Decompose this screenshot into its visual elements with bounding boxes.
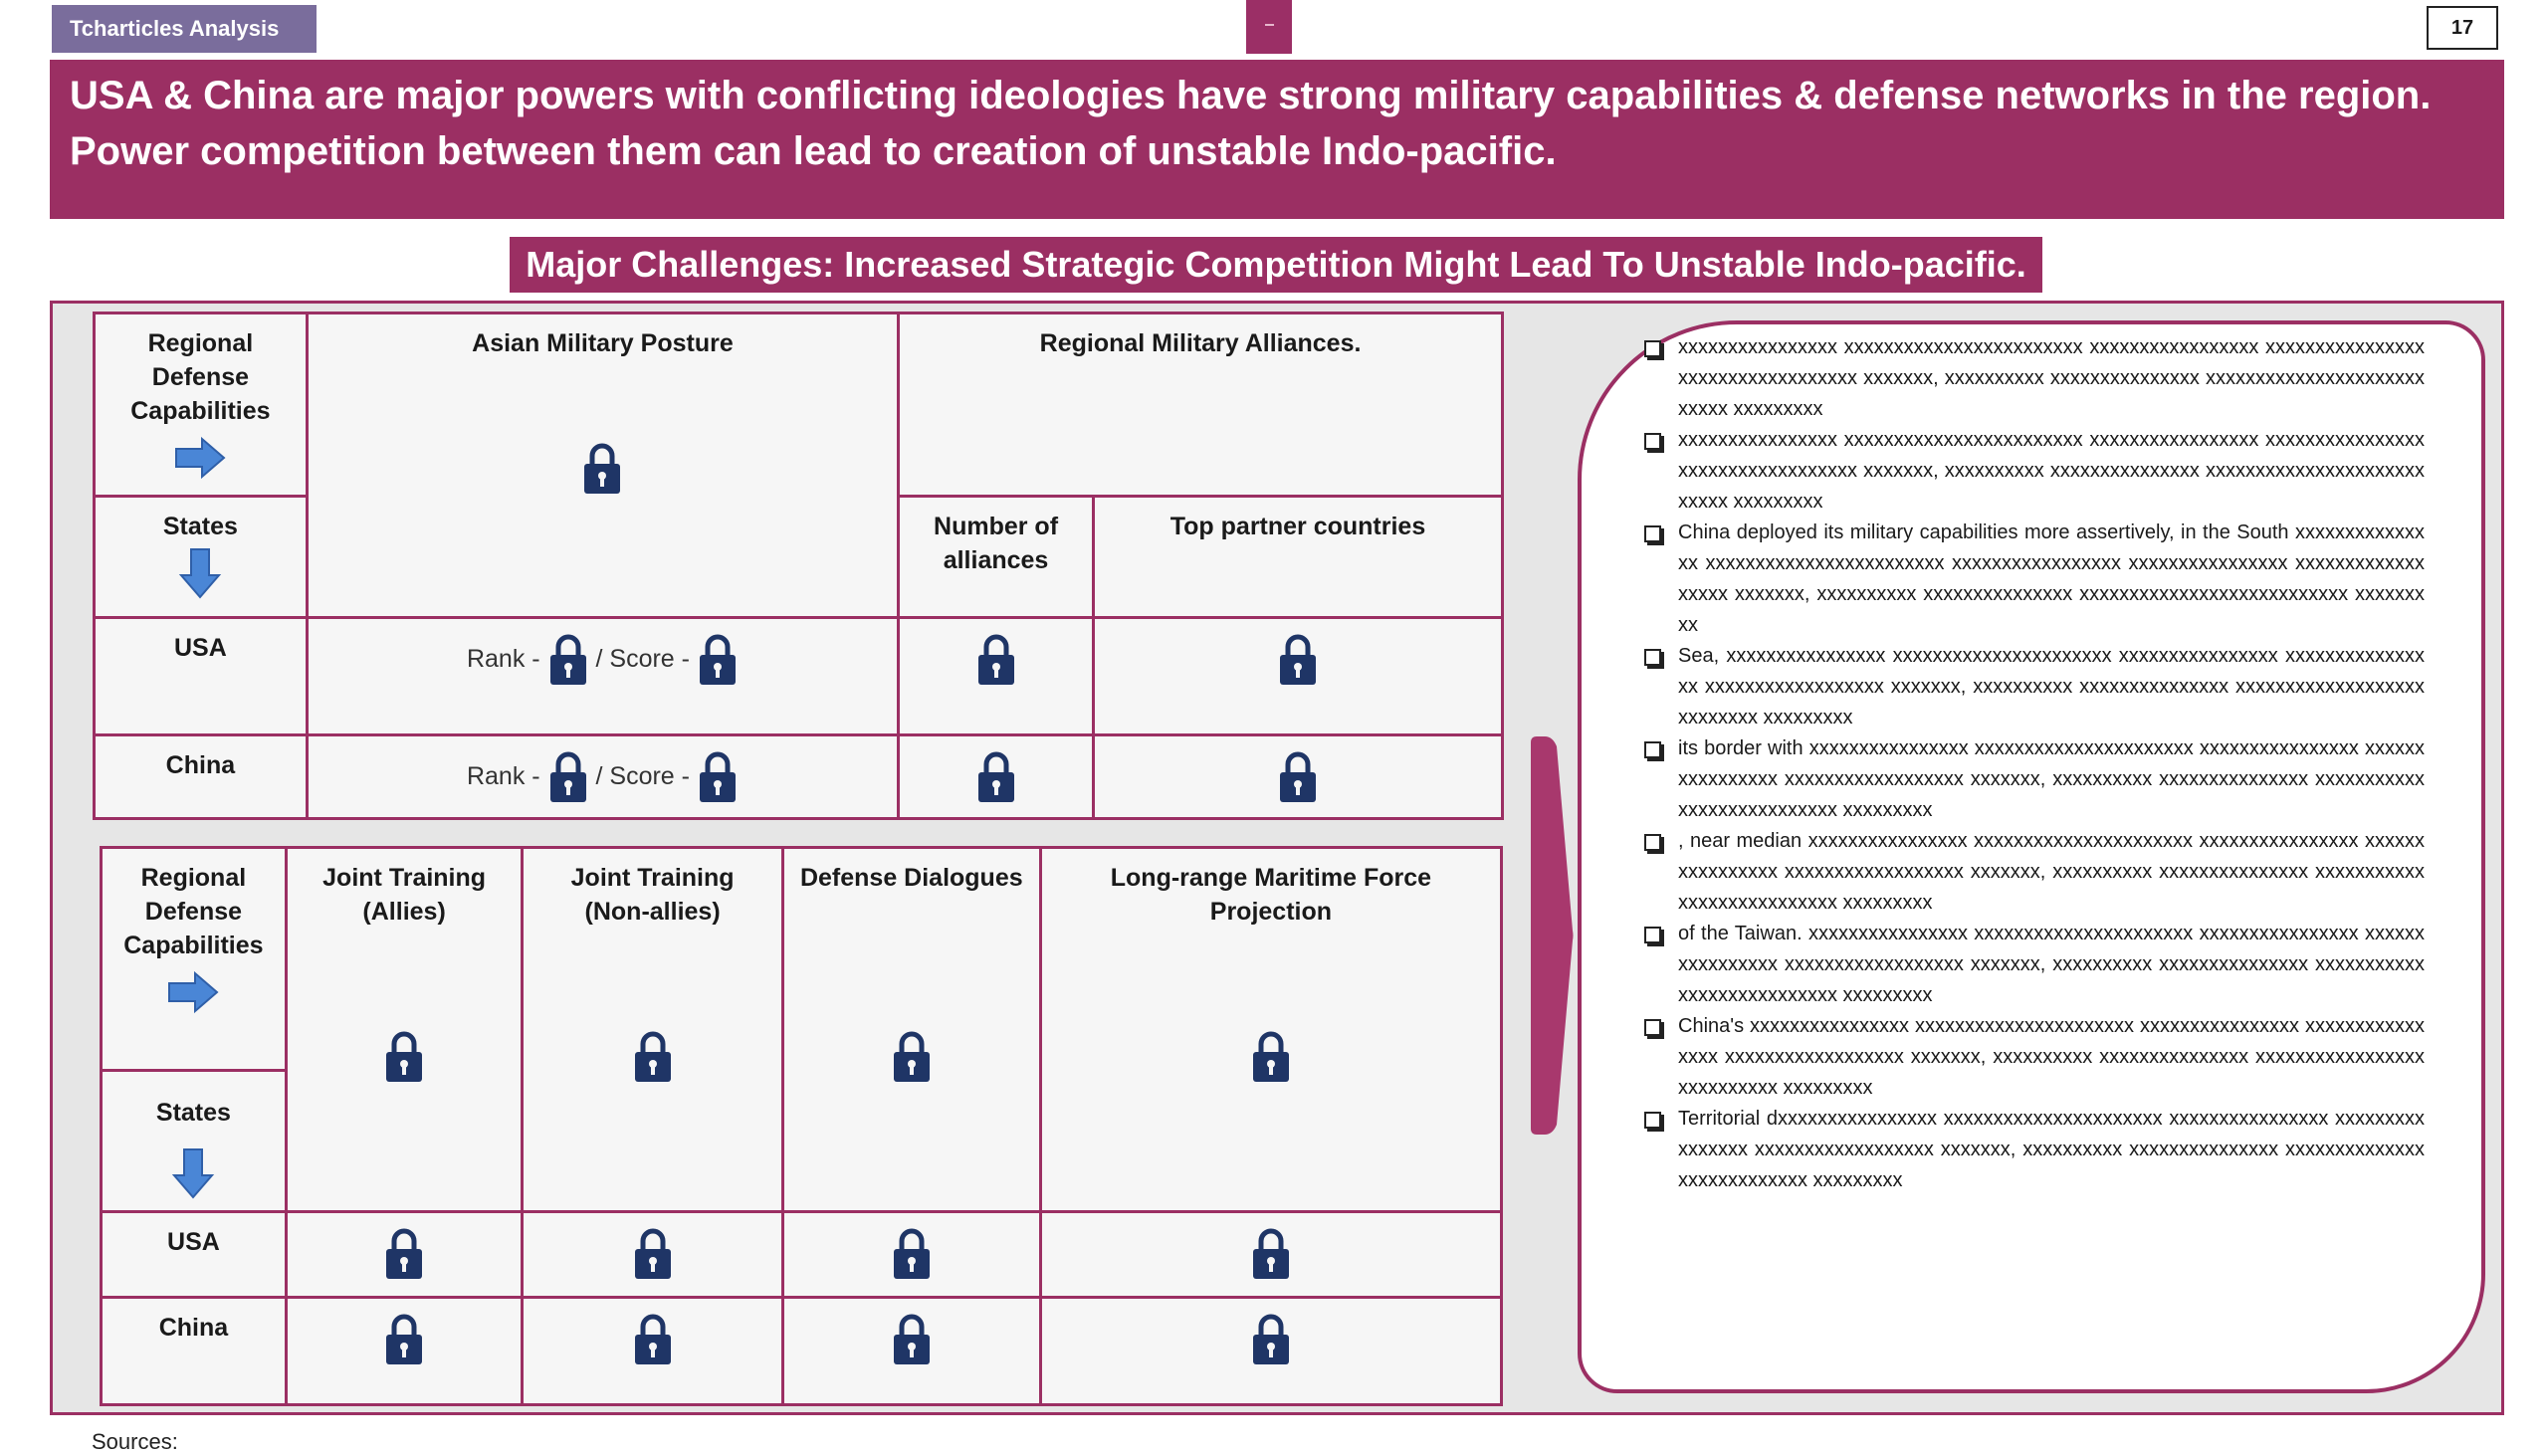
header-label-alliances: Regional Military Alliances. [1039,329,1362,357]
lock-icon [975,748,1017,804]
lock-icon [632,1311,674,1366]
note-item [1642,733,2425,826]
note-item [1642,919,2425,1011]
lock-icon [1250,1028,1292,1084]
note-item [1642,518,2425,641]
page-number: 17 [2427,6,2498,50]
cell-usa-top-partners [1093,618,1502,735]
note-text: , near median xxxxxxxxxxxxxxxx xxxxxxxxxxxxxxxxxxxxxx xxxxxxxxxxxxxxxx xxxxxxxxxxxxxxxx xxxxxxxxxxxxxxxxxx xxxxxxx, xxxxxxxxxx xxxxxxxxxxxxxxx xxxxxxxxxxxxxxxxxxxxxxxxxxx xxxxxxxxx [1678,830,2425,914]
checkbox-bullet-icon [1644,1019,1661,1036]
arrow-down-icon [108,1147,279,1199]
note-item [1642,332,2425,425]
section-title: Major Challenges: Increased Strategic Competition Might Lead To Unstable Indo-pacific. [510,237,2042,293]
lock-icon [697,631,739,687]
corner-header-capabilities [95,313,308,497]
note-text: of the Taiwan. xxxxxxxxxxxxxxxx xxxxxxxxxxxxxxxxxxxxxx xxxxxxxxxxxxxxxx xxxxxxxxxxxxxxxx xxxxxxxxxxxxxxxxxx xxxxxxx, xxxxxxxxxx xxxxxxxxxxxxxxx xxxxxxxxxxxxxxxxxxxxxxxxxxx xxxxxxxxx [1678,923,2425,1006]
note-text: China deployed its military capabilities more assertively, in the South xxxxxxxxxxxxxxx xxxxxxxxxxxxxxxxxxxxxxxx xxxxxxxxxxxxxxxxx xxxxxxxxxxxxxxxx xxxxxxxxxxxxxxxxxx xxxxxxx, xxxxxxxxxx xxxxxxxxxxxxxxx xxxxxxxxxxxxxxxxxxxxxxxxxxx xxxxxxxxx [1678,521,2425,636]
subheader-label-number: Number of alliances [934,513,1059,574]
arrow-right-icon [102,436,300,480]
lock-icon [547,748,589,804]
header-label: Joint Training (Allies) [322,864,487,926]
note-item [1642,826,2425,919]
note-text: Territorial dxxxxxxxxxxxxxxxx xxxxxxxxxxxxxxxxxxxxxx xxxxxxxxxxxxxxxx xxxxxxxxxxxxxxxx xxxxxxxxxxxxxxxxxx xxxxxxx, xxxxxxxxxx xxxxxxxxxxxxxxx xxxxxxxxxxxxxxxxxxxxxxxxxxx xxxxxxxxx [1678,1108,2425,1191]
corner-label-states: States [162,513,238,540]
cell-china-posture [307,735,898,819]
lock-icon [891,1311,933,1366]
note-item [1642,641,2425,733]
header-label: Long-range Maritime Force Projection [1110,864,1432,926]
row-state-china [102,1298,287,1405]
score-label: / Score - [595,645,690,673]
cell-usa-dialogues [782,1212,1040,1298]
header-label: Joint Training (Non-allies) [570,864,735,926]
row-state-usa [102,1212,287,1298]
score-label: / Score - [595,762,690,790]
note-text: its border with xxxxxxxxxxxxxxxx xxxxxxxxxxxxxxxxxxxxxx xxxxxxxxxxxxxxxx xxxxxxxxxxxxxxxx xxxxxxxxxxxxxxxxxx xxxxxxx, xxxxxxxxxx xxxxxxxxxxxxxxx xxxxxxxxxxxxxxxxxxxxxxxxxxx xxxxxxxxx [1678,737,2425,821]
cell-china-dialogues [782,1298,1040,1405]
lock-icon [891,1225,933,1281]
rank-label: Rank - [466,762,540,790]
sources-label: Sources: [92,1429,178,1454]
headline-line-1: USA & China are major powers with conflicting ideologies have strong military capabilities & defense networks in the region. [70,74,2432,117]
headline-line-2: Power competition between them can lead to creation of unstable Indo-pacific. [70,129,1557,173]
logo-icon [1246,0,1292,54]
cell-china-joint-non-allies [523,1298,782,1405]
headline [70,68,2488,179]
header-regional-alliances [899,313,1503,497]
corner-header-states [102,1071,287,1212]
corner-header-capabilities [102,848,287,1071]
lock-icon [1250,1225,1292,1281]
note-text: xxxxxxxxxxxxxxxx xxxxxxxxxxxxxxxxxxxxxxxx xxxxxxxxxxxxxxxxx xxxxxxxxxxxxxxxx xxxxxxxxxxxxxxxxxx xxxxxxx, xxxxxxxxxx xxxxxxxxxxxxxxx xxxxxxxxxxxxxxxxxxxxxxxxxxx xxxxxxxxx [1678,429,2425,513]
lock-icon [632,1225,674,1281]
corner-label-states: States [155,1099,231,1127]
checkbox-bullet-icon [1644,741,1661,758]
checkbox-bullet-icon [1644,433,1661,450]
row-state-usa [95,618,308,735]
checkbox-bullet-icon [1644,649,1661,666]
rank-score-china [315,748,891,804]
cell-usa-posture [307,618,898,735]
subheader-top-partner-countries [1093,497,1502,618]
lock-icon [1277,631,1319,687]
corner-header-states [95,497,308,618]
lock-icon [383,1028,425,1084]
subheader-number-of-alliances [899,497,1094,618]
header-label: Defense Dialogues [799,864,1023,892]
lock-icon [383,1311,425,1366]
cell-usa-joint-allies [286,1212,523,1298]
header-long-range-maritime [1040,848,1501,1212]
arrow-down-icon [102,547,300,599]
cell-china-num-alliances [899,735,1094,819]
rank-label: Rank - [466,645,540,673]
state-label-china: China [165,751,236,779]
cell-china-maritime [1040,1298,1501,1405]
lock-icon [975,631,1017,687]
corner-label-capabilities: Regional Defense Capabilities [123,864,264,959]
military-posture-table [93,312,1504,820]
note-text: Sea, xxxxxxxxxxxxxxxx xxxxxxxxxxxxxxxxxxxxxx xxxxxxxxxxxxxxxx xxxxxxxxxxxxxxxx xxxxxxxxxxxxxxxxxx xxxxxxx, xxxxxxxxxx xxxxxxxxxxxxxxx xxxxxxxxxxxxxxxxxxxxxxxxxxx xxxxxxxxx [1678,645,2425,728]
header-joint-training-non-allies [523,848,782,1212]
subheader-label-partners: Top partner countries [1169,513,1426,540]
note-text: xxxxxxxxxxxxxxxx xxxxxxxxxxxxxxxxxxxxxxxx xxxxxxxxxxxxxxxxx xxxxxxxxxxxxxxxx xxxxxxxxxxxxxxxxxx xxxxxxx, xxxxxxxxxx xxxxxxxxxxxxxxx xxxxxxxxxxxxxxxxxxxxxxxxxxx xxxxxxxxx [1678,336,2425,420]
lock-icon [1277,748,1319,804]
brand-tag: Tcharticles Analysis [52,5,317,53]
checkbox-bullet-icon [1644,1112,1661,1129]
row-state-china [95,735,308,819]
cell-usa-num-alliances [899,618,1094,735]
cell-usa-maritime [1040,1212,1501,1298]
lock-icon [891,1028,933,1084]
header-joint-training-allies [286,848,523,1212]
header-defense-dialogues [782,848,1040,1212]
note-item [1642,1011,2425,1104]
lock-icon [697,748,739,804]
rank-score-usa [315,631,891,687]
connector-arrow-icon [1527,736,1575,1135]
arrow-right-icon [108,970,279,1014]
cell-usa-joint-non-allies [523,1212,782,1298]
lock-icon [383,1225,425,1281]
checkbox-bullet-icon [1644,340,1661,357]
state-label-usa: USA [174,634,227,662]
checkbox-bullet-icon [1644,834,1661,851]
checkbox-bullet-icon [1644,525,1661,542]
header-asian-military-posture [307,313,898,618]
cell-china-joint-allies [286,1298,523,1405]
checkbox-bullet-icon [1644,927,1661,943]
state-label-china: China [158,1314,229,1342]
note-text: China's xxxxxxxxxxxxxxxx xxxxxxxxxxxxxxxxxxxxxx xxxxxxxxxxxxxxxx xxxxxxxxxxxxxxxx xxxxxxxxxxxxxxxxxx xxxxxxx, xxxxxxxxxx xxxxxxxxxxxxxxx xxxxxxxxxxxxxxxxxxxxxxxxxxx xxxxxxxxx [1678,1015,2425,1099]
lock-icon [547,631,589,687]
note-item [1642,425,2425,518]
state-label-usa: USA [167,1228,220,1256]
lock-icon [1250,1311,1292,1366]
header-label-posture: Asian Military Posture [472,329,734,357]
lock-icon [632,1028,674,1084]
notes-list [1642,332,2425,1196]
cell-china-top-partners [1093,735,1502,819]
defense-capabilities-table [100,846,1503,1406]
note-item [1642,1104,2425,1196]
lock-icon [581,440,623,496]
corner-label-capabilities: Regional Defense Capabilities [130,329,271,425]
